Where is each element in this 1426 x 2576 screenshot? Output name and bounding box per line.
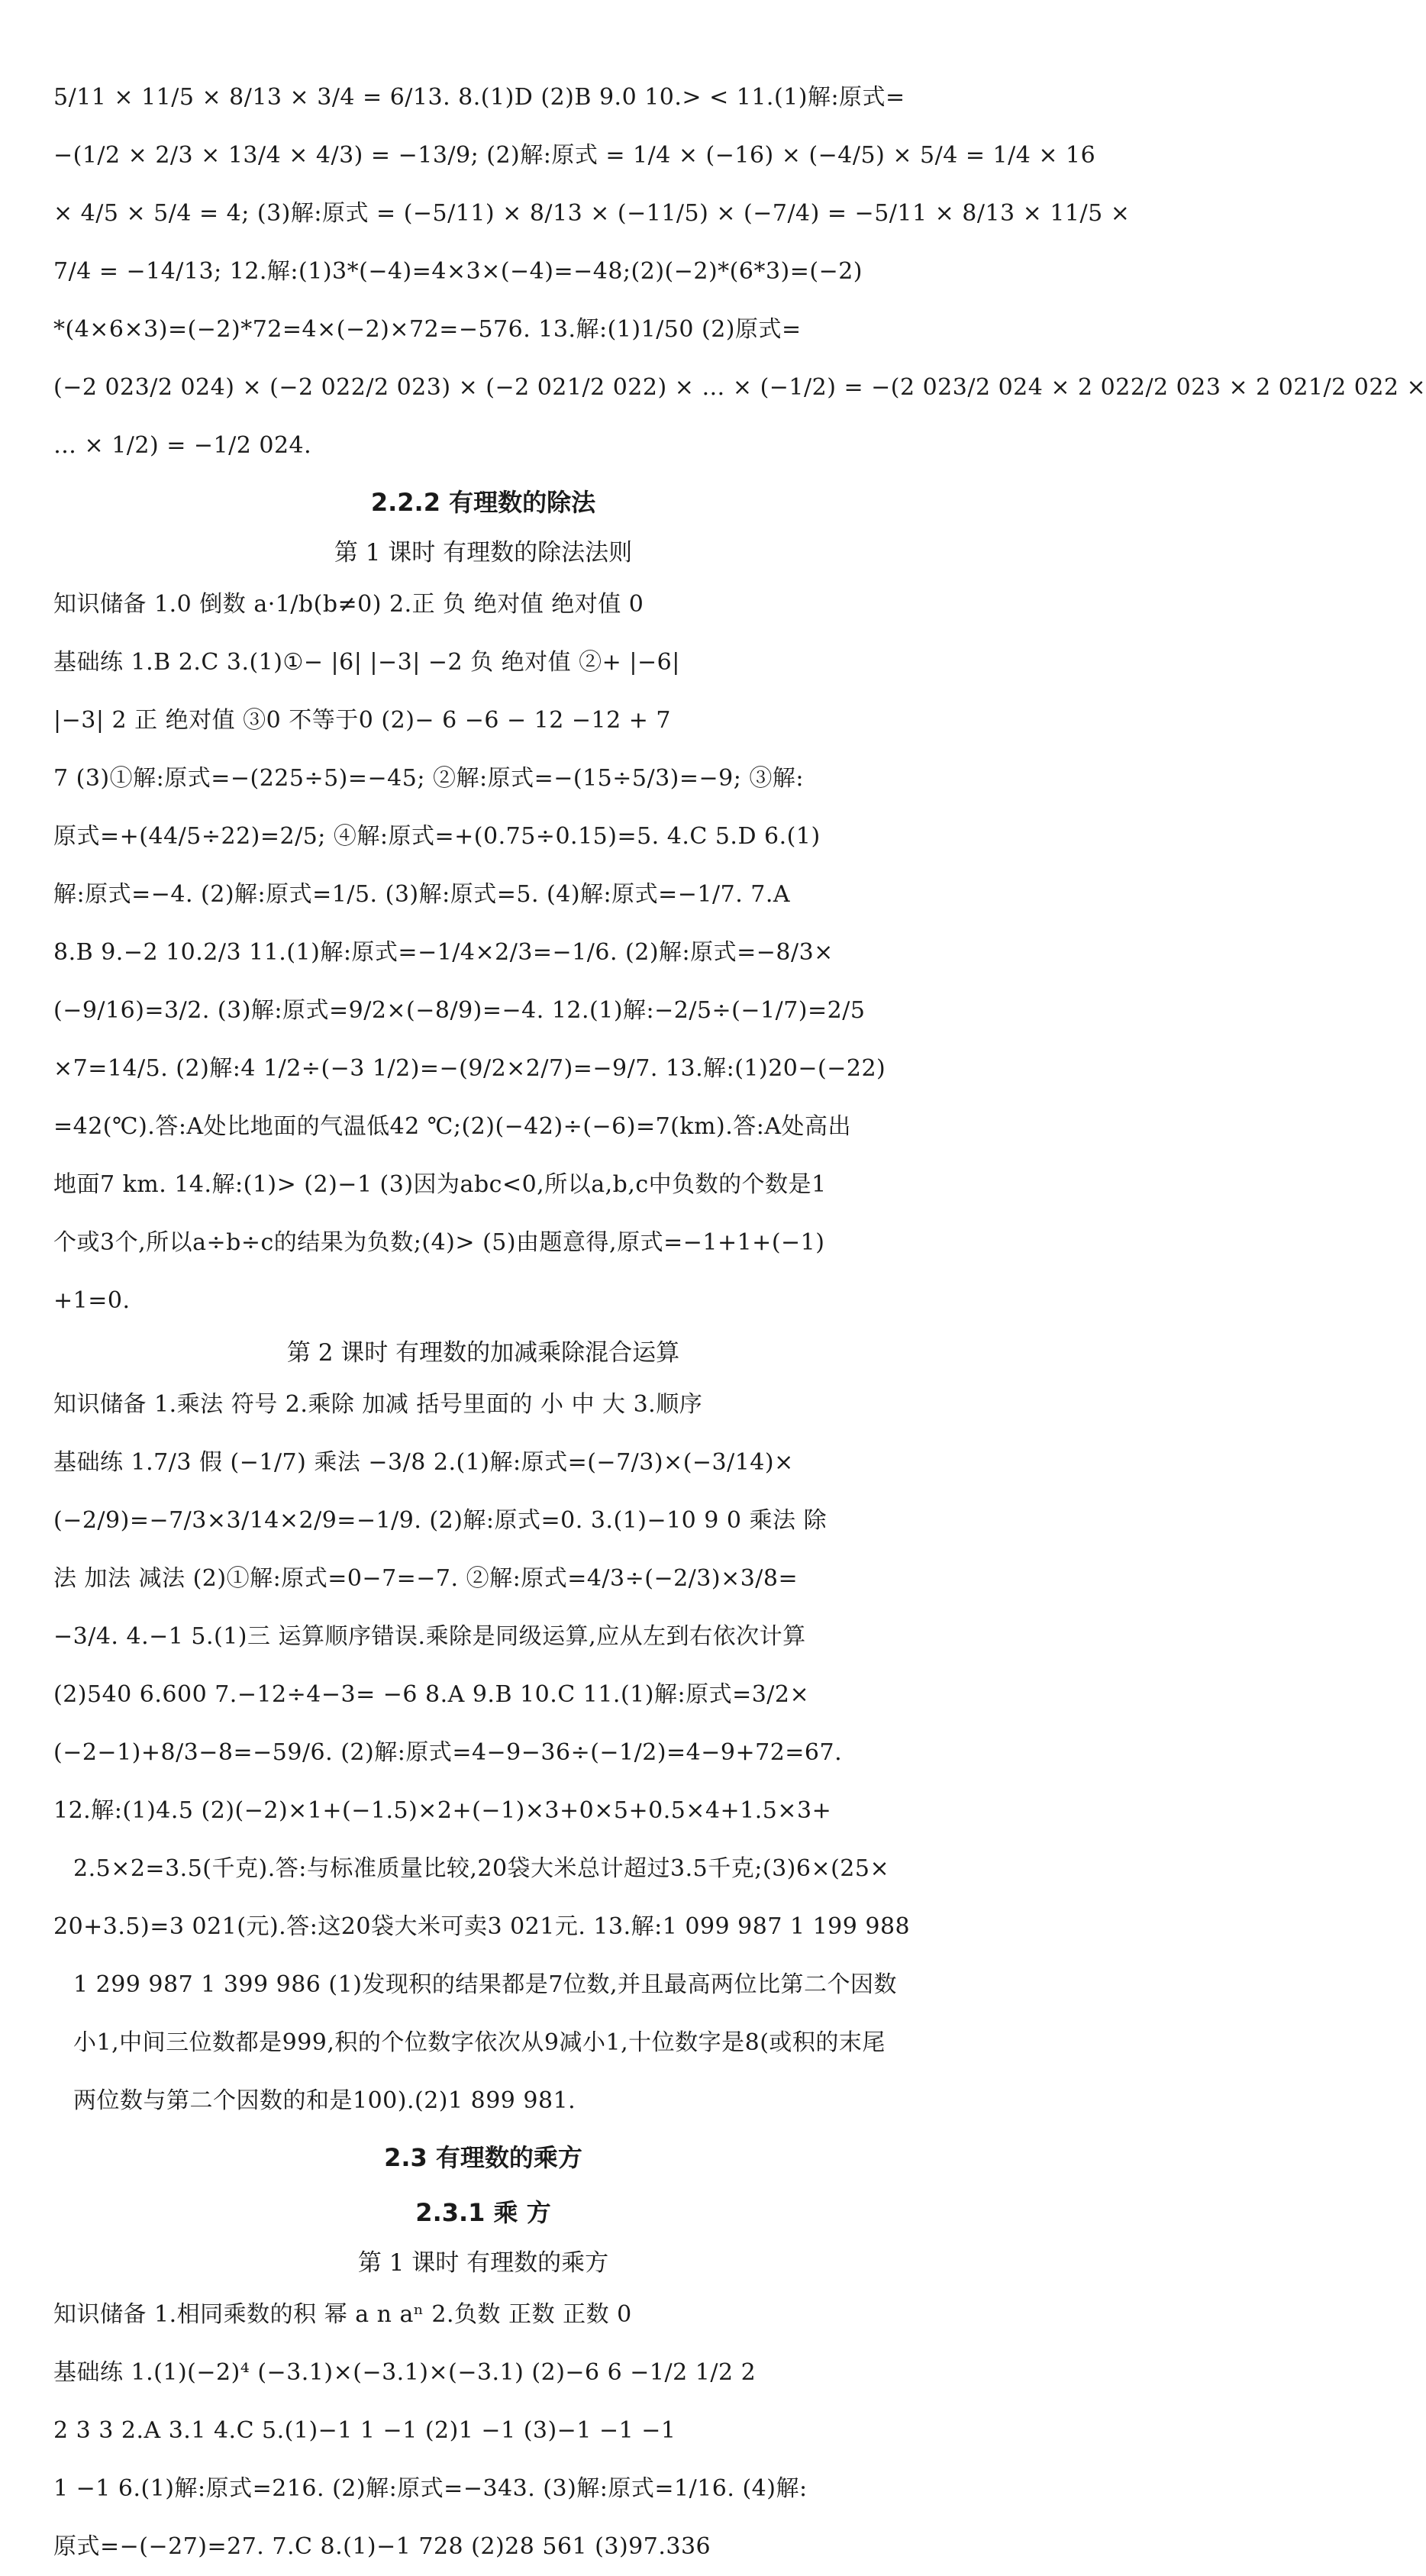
text-line: 12.解:(1)4.5 (2)(−2)×1+(−1.5)×2+(−1)×3+0×5+0.5×4+1.5×3+ <box>53 1797 832 1824</box>
text-line: (−2−1)+8/3−8=−59/6. (2)解:原式=4−9−36÷(−1/2)=4−9+72=67. <box>53 1739 843 1766</box>
text-line: (2)540 6.600 7.−12÷4−3= −6 8.A 9.B 10.C 11.(1)解:原式=3/2× <box>53 1681 810 1708</box>
answer-block-2-3-1 <box>53 2286 913 2576</box>
text-line: 2.5×2=3.5(千克).答:与标准质量比较,20袋大米总计超过3.5千克;(3)6×(25× <box>73 1855 890 1882</box>
text-line: +1=0. <box>53 1287 131 1314</box>
text-line: (−2 023/2 024) × (−2 022/2 023) × (−2 021/2 022) × … × (−1/2) = −(2 023/2 024 × 2 022/2 023 × 2 021/2 022 × <box>53 374 1426 401</box>
text-line: 20+3.5)=3 021(元).答:这20袋大米可卖3 021元. 13.解:1 099 987 1 199 988 <box>53 1913 911 1940</box>
text-line: 原式=−(−27)=27. 7.C 8.(1)−1 728 (2)28 561 (3)97.336 <box>53 2533 711 2560</box>
text-line: −3/4. 4.−1 5.(1)三 运算顺序错误.乘除是同级运算,应从左到右依次计算 <box>53 1623 806 1650</box>
text-line: 知识储备 1.相同乘数的积 幂 a n aⁿ 2.负数 正数 正数 0 <box>53 2301 632 2328</box>
text-line: 7/4 = −14/13; 12.解:(1)3*(−4)=4×3×(−4)=−48;(2)(−2)*(6*3)=(−2) <box>53 258 863 285</box>
text-line: *(4×6×3)=(−2)*72=4×(−2)×72=−576. 13.解:(1)1/50 (2)原式= <box>53 316 802 343</box>
text-line: 基础练 1.B 2.C 3.(1)①− |6| |−3| −2 负 绝对值 ②+ |−6| <box>53 649 680 676</box>
section-title-2-3-1: 2.3.1 乘 方 <box>415 2198 551 2227</box>
text-line: ×7=14/5. (2)解:4 1/2÷(−3 1/2)=−(9/2×2/7)=−9/7. 13.解:(1)20−(−22) <box>53 1055 886 1082</box>
lesson-title: 第 1 课时 有理数的乘方 <box>357 2249 609 2277</box>
text-line: 5/11 × 11/5 × 8/13 × 3/4 = 6/13. 8.(1)D (2)B 9.0 10.> < 11.(1)解:原式= <box>53 84 905 111</box>
text-line: 1 299 987 1 399 986 (1)发现积的结果都是7位数,并且最高两位比第二个因数 <box>73 1971 898 1998</box>
section-title-2-2-2: 2.2.2 有理数的除法 <box>370 488 596 517</box>
lesson-title: 第 1 课时 有理数的除法法则 <box>334 539 633 567</box>
answer-block-lesson-2 <box>53 1376 913 2130</box>
answer-block-lesson-1 <box>53 576 913 1330</box>
text-line: 知识储备 1.0 倒数 a·1/b(b≠0) 2.正 负 绝对值 绝对值 0 <box>53 591 644 618</box>
text-line: × 4/5 × 5/4 = 4; (3)解:原式 = (−5/11) × 8/13 × (−11/5) × (−7/4) = −5/11 × 8/13 × 11/5 × <box>53 200 1131 227</box>
lesson-title: 第 2 课时 有理数的加减乘除混合运算 <box>286 1339 680 1367</box>
text-line: 基础练 1.7/3 假 (−1/7) 乘法 −3/8 2.(1)解:原式=(−7/3)×(−3/14)× <box>53 1449 794 1476</box>
text-line: −(1/2 × 2/3 × 13/4 × 4/3) = −13/9; (2)解:原式 = 1/4 × (−16) × (−4/5) × 5/4 = 1/4 × 16 <box>53 142 1096 169</box>
text-line: 地面7 km. 14.解:(1)> (2)−1 (3)因为abc<0,所以a,b,c中负数的个数是1 <box>53 1171 827 1198</box>
text-line: 1 −1 6.(1)解:原式=216. (2)解:原式=−343. (3)解:原式=1/16. (4)解: <box>53 2475 808 2502</box>
text-line: 7 (3)①解:原式=−(225÷5)=−45; ②解:原式=−(15÷5/3)=−9; ③解: <box>53 765 804 792</box>
text-line: 8.B 9.−2 10.2/3 11.(1)解:原式=−1/4×2/3=−1/6. (2)解:原式=−8/3× <box>53 939 834 966</box>
text-line: 两位数与第二个因数的和是100).(2)1 899 981. <box>73 2087 576 2114</box>
text-line: 小1,中间三位数都是999,积的个位数字依次从9减小1,十位数字是8(或积的末尾 <box>73 2029 886 2056</box>
text-line: 法 加法 减法 (2)①解:原式=0−7=−7. ②解:原式=4/3÷(−2/3)×3/8= <box>53 1565 798 1592</box>
text-line: 知识储备 1.乘法 符号 2.乘除 加减 括号里面的 小 中 大 3.顺序 <box>53 1391 703 1418</box>
text-line: 基础练 1.(1)(−2)⁴ (−3.1)×(−3.1)×(−3.1) (2)−6 6 −1/2 1/2 2 <box>53 2359 757 2386</box>
section-title-2-3: 2.3 有理数的乘方 <box>384 2143 582 2172</box>
text-line: 原式=+(44/5÷22)=2/5; ④解:原式=+(0.75÷0.15)=5. 4.C 5.D 6.(1) <box>53 823 821 850</box>
text-line: 个或3个,所以a÷b÷c的结果为负数;(4)> (5)由题意得,原式=−1+1+(−1) <box>53 1229 825 1256</box>
text-line: =42(℃).答:A处比地面的气温低42 ℃;(2)(−42)÷(−6)=7(km).答:A处高出 <box>53 1113 852 1140</box>
text-line: |−3| 2 正 绝对值 ③0 不等于0 (2)− 6 −6 − 12 −12 + 7 <box>53 707 671 734</box>
answer-block-2-2-1-continued <box>53 69 1426 475</box>
text-line: 2 3 3 2.A 3.1 4.C 5.(1)−1 1 −1 (2)1 −1 (3)−1 −1 −1 <box>53 2417 676 2444</box>
text-line: 解:原式=−4. (2)解:原式=1/5. (3)解:原式=5. (4)解:原式=−1/7. 7.A <box>53 881 791 908</box>
text-line: (−2/9)=−7/3×3/14×2/9=−1/9. (2)解:原式=0. 3.(1)−10 9 0 乘法 除 <box>53 1507 828 1534</box>
text-line: … × 1/2) = −1/2 024. <box>53 432 312 459</box>
text-line: (−9/16)=3/2. (3)解:原式=9/2×(−8/9)=−4. 12.(1)解:−2/5÷(−1/7)=2/5 <box>53 997 866 1024</box>
